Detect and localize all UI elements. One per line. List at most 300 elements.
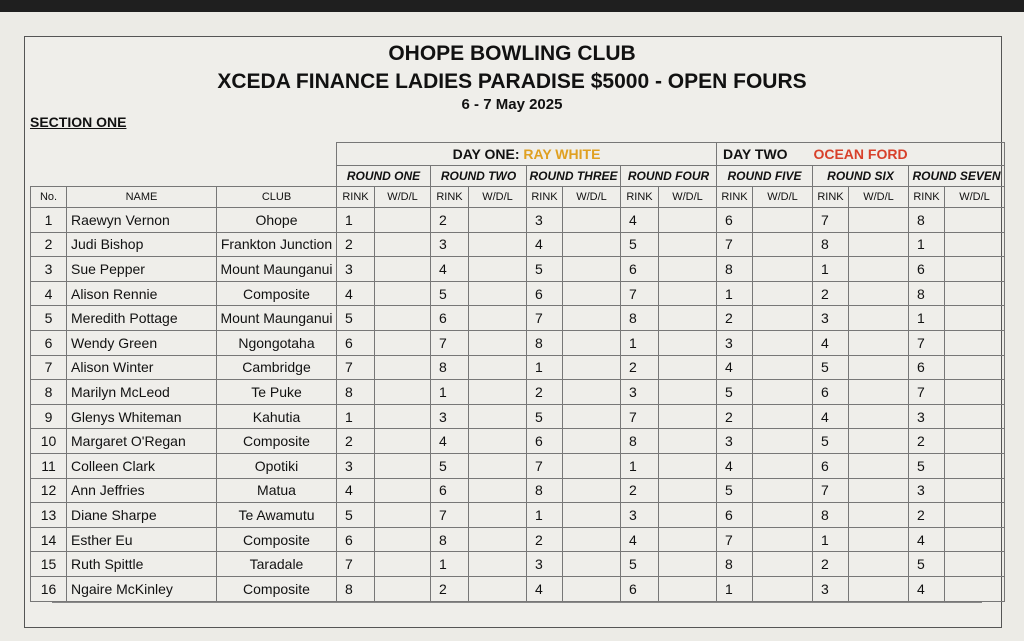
wdl-cell (563, 281, 621, 306)
wdl-cell (375, 330, 431, 355)
wdl-cell (469, 429, 527, 454)
rink-cell: 8 (337, 380, 375, 405)
wdl-cell (849, 355, 909, 380)
wdl-cell (753, 478, 813, 503)
rink-cell: 1 (621, 330, 659, 355)
player-club: Taradale (217, 552, 337, 577)
table-row (31, 208, 1005, 233)
col-rink-header: RINK (337, 187, 375, 208)
table-row (31, 380, 1005, 405)
wdl-cell (849, 257, 909, 282)
player-club: Composite (217, 527, 337, 552)
wdl-cell (375, 576, 431, 601)
rink-cell: 2 (909, 503, 945, 528)
player-club: Matua (217, 478, 337, 503)
rink-cell: 6 (717, 503, 753, 528)
player-number: 4 (31, 281, 67, 306)
rink-cell: 3 (337, 257, 375, 282)
rink-cell: 7 (717, 527, 753, 552)
rink-cell: 7 (909, 330, 945, 355)
rink-cell: 8 (717, 257, 753, 282)
rink-cell: 6 (431, 478, 469, 503)
wdl-cell (469, 355, 527, 380)
rink-cell: 1 (909, 306, 945, 331)
wdl-cell (659, 232, 717, 257)
player-name: Margaret O'Regan (67, 429, 217, 454)
wdl-cell (659, 527, 717, 552)
wdl-cell (945, 478, 1005, 503)
wdl-cell (563, 380, 621, 405)
rink-cell: 6 (527, 429, 563, 454)
rink-cell: 5 (337, 503, 375, 528)
wdl-cell (945, 576, 1005, 601)
wdl-cell (375, 208, 431, 233)
rink-cell: 1 (813, 257, 849, 282)
col-rink-header: RINK (717, 187, 753, 208)
table-row (31, 355, 1005, 380)
rink-cell: 4 (717, 355, 753, 380)
wdl-cell (375, 527, 431, 552)
wdl-cell (563, 576, 621, 601)
rink-cell: 7 (621, 404, 659, 429)
rink-cell: 5 (621, 552, 659, 577)
rink-cell: 8 (813, 232, 849, 257)
player-number: 14 (31, 527, 67, 552)
wdl-cell (469, 453, 527, 478)
wdl-cell (469, 208, 527, 233)
wdl-cell (659, 380, 717, 405)
rink-cell: 5 (527, 257, 563, 282)
wdl-cell (849, 478, 909, 503)
rink-cell: 5 (909, 453, 945, 478)
rink-cell: 7 (337, 355, 375, 380)
rink-cell: 8 (909, 281, 945, 306)
table-row (31, 306, 1005, 331)
wdl-cell (849, 232, 909, 257)
wdl-cell (945, 281, 1005, 306)
tournament-title: XCEDA FINANCE LADIES PARADISE $5000 - OPEN FOURS (217, 70, 807, 93)
wdl-cell (469, 257, 527, 282)
player-club: Opotiki (217, 453, 337, 478)
day-two-sponsor: OCEAN FORD (813, 146, 908, 162)
rink-cell: 2 (909, 429, 945, 454)
rink-cell: 2 (527, 527, 563, 552)
rink-cell: 3 (337, 453, 375, 478)
wdl-cell (849, 404, 909, 429)
rink-cell: 6 (909, 257, 945, 282)
player-name: Meredith Pottage (67, 306, 217, 331)
wdl-cell (849, 503, 909, 528)
wdl-cell (563, 355, 621, 380)
wdl-cell (563, 330, 621, 355)
rink-cell: 7 (431, 503, 469, 528)
rink-cell: 5 (909, 552, 945, 577)
rink-cell: 8 (909, 208, 945, 233)
table-row (31, 330, 1005, 355)
player-number: 9 (31, 404, 67, 429)
rink-cell: 7 (527, 453, 563, 478)
column-header-row (31, 187, 1005, 208)
rink-cell: 3 (431, 232, 469, 257)
rink-cell: 7 (337, 552, 375, 577)
wdl-cell (945, 306, 1005, 331)
rink-cell: 1 (717, 576, 753, 601)
player-name: Glenys Whiteman (67, 404, 217, 429)
wdl-cell (659, 281, 717, 306)
rink-cell: 4 (717, 453, 753, 478)
wdl-cell (375, 478, 431, 503)
wdl-cell (659, 552, 717, 577)
rink-cell: 2 (717, 404, 753, 429)
rink-cell: 4 (527, 232, 563, 257)
table-row (31, 453, 1005, 478)
rink-cell: 4 (621, 208, 659, 233)
wdl-cell (469, 281, 527, 306)
rink-cell: 4 (527, 576, 563, 601)
player-name: Alison Winter (67, 355, 217, 380)
rink-cell: 3 (813, 306, 849, 331)
wdl-cell (753, 380, 813, 405)
rink-cell: 3 (621, 380, 659, 405)
wdl-cell (945, 330, 1005, 355)
wdl-cell (945, 355, 1005, 380)
wdl-cell (945, 527, 1005, 552)
rink-cell: 4 (813, 330, 849, 355)
day-two-header (717, 143, 1005, 166)
rink-cell: 4 (431, 257, 469, 282)
wdl-cell (375, 232, 431, 257)
round-header: ROUND FOUR (621, 166, 717, 187)
rink-cell: 2 (431, 576, 469, 601)
wdl-cell (469, 478, 527, 503)
wdl-cell (563, 404, 621, 429)
day-header-row (31, 143, 1005, 166)
round-header: ROUND FIVE (717, 166, 813, 187)
table-row (31, 257, 1005, 282)
rink-cell: 2 (621, 478, 659, 503)
wdl-cell (375, 281, 431, 306)
rink-cell: 1 (813, 527, 849, 552)
rink-cell: 1 (431, 380, 469, 405)
wdl-cell (945, 208, 1005, 233)
rink-cell: 5 (621, 232, 659, 257)
wdl-cell (945, 429, 1005, 454)
tournament-dates: 6 - 7 May 2025 (461, 96, 563, 113)
wdl-cell (375, 429, 431, 454)
rink-cell: 8 (621, 306, 659, 331)
wdl-cell (849, 576, 909, 601)
wdl-cell (945, 453, 1005, 478)
player-name: Colleen Clark (67, 453, 217, 478)
player-name: Judi Bishop (67, 232, 217, 257)
round-header-row (31, 166, 1005, 187)
col-no-header: No. (31, 187, 67, 208)
wdl-cell (469, 404, 527, 429)
rink-cell: 5 (527, 404, 563, 429)
rink-cell: 8 (717, 552, 753, 577)
wdl-cell (659, 503, 717, 528)
player-club: Ohope (217, 208, 337, 233)
table-row (31, 478, 1005, 503)
wdl-cell (563, 208, 621, 233)
rink-cell: 4 (909, 576, 945, 601)
wdl-cell (659, 429, 717, 454)
wdl-cell (375, 306, 431, 331)
wdl-cell (849, 306, 909, 331)
wdl-cell (945, 404, 1005, 429)
rink-cell: 3 (431, 404, 469, 429)
wdl-cell (753, 527, 813, 552)
wdl-cell (753, 306, 813, 331)
rink-cell: 3 (527, 208, 563, 233)
wdl-cell (849, 552, 909, 577)
wdl-cell (469, 552, 527, 577)
section-heading: SECTION ONE (30, 114, 127, 130)
rink-cell: 8 (431, 355, 469, 380)
rink-cell: 6 (813, 380, 849, 405)
rink-cell: 2 (527, 380, 563, 405)
col-rink-header: RINK (527, 187, 563, 208)
wdl-cell (563, 503, 621, 528)
player-number: 12 (31, 478, 67, 503)
rink-cell: 2 (337, 429, 375, 454)
wdl-cell (563, 232, 621, 257)
player-number: 3 (31, 257, 67, 282)
wdl-cell (659, 478, 717, 503)
wdl-cell (945, 380, 1005, 405)
wdl-cell (753, 404, 813, 429)
table-row (31, 404, 1005, 429)
wdl-cell (469, 527, 527, 552)
wdl-cell (375, 355, 431, 380)
rink-cell: 4 (909, 527, 945, 552)
rink-cell: 6 (813, 453, 849, 478)
wdl-cell (753, 257, 813, 282)
col-club-header: CLUB (217, 187, 337, 208)
rink-cell: 1 (527, 503, 563, 528)
wdl-cell (753, 330, 813, 355)
rink-cell: 6 (621, 576, 659, 601)
wdl-cell (849, 330, 909, 355)
rink-cell: 2 (717, 306, 753, 331)
rink-cell: 6 (621, 257, 659, 282)
table-row (31, 429, 1005, 454)
col-wdl-header: W/D/L (659, 187, 717, 208)
rink-cell: 2 (337, 232, 375, 257)
rink-cell: 6 (527, 281, 563, 306)
wdl-cell (753, 552, 813, 577)
rink-cell: 7 (813, 478, 849, 503)
player-name: Esther Eu (67, 527, 217, 552)
rink-cell: 6 (337, 527, 375, 552)
table-row (31, 281, 1005, 306)
col-wdl-header: W/D/L (375, 187, 431, 208)
player-number: 1 (31, 208, 67, 233)
col-name-header: NAME (67, 187, 217, 208)
player-number: 10 (31, 429, 67, 454)
wdl-cell (849, 527, 909, 552)
wdl-cell (753, 232, 813, 257)
col-wdl-header: W/D/L (849, 187, 909, 208)
round-header: ROUND SEVEN (909, 166, 1005, 187)
player-name: Ngaire McKinley (67, 576, 217, 601)
player-number: 2 (31, 232, 67, 257)
rink-cell: 3 (909, 404, 945, 429)
wdl-cell (563, 478, 621, 503)
rink-cell: 3 (717, 330, 753, 355)
player-name: Ruth Spittle (67, 552, 217, 577)
rink-cell: 6 (337, 330, 375, 355)
wdl-cell (945, 503, 1005, 528)
rink-cell: 5 (813, 355, 849, 380)
wdl-cell (375, 453, 431, 478)
rink-cell: 4 (813, 404, 849, 429)
rink-cell: 6 (717, 208, 753, 233)
player-club: Te Puke (217, 380, 337, 405)
rink-cell: 1 (909, 232, 945, 257)
player-name: Raewyn Vernon (67, 208, 217, 233)
wdl-cell (375, 552, 431, 577)
wdl-cell (753, 429, 813, 454)
wdl-cell (469, 330, 527, 355)
player-name: Sue Pepper (67, 257, 217, 282)
player-club: Te Awamutu (217, 503, 337, 528)
col-rink-header: RINK (909, 187, 945, 208)
player-number: 16 (31, 576, 67, 601)
club-title: OHOPE BOWLING CLUB (388, 42, 636, 65)
col-wdl-header: W/D/L (469, 187, 527, 208)
col-rink-header: RINK (621, 187, 659, 208)
wdl-cell (753, 355, 813, 380)
rink-cell: 4 (337, 478, 375, 503)
table-row (31, 503, 1005, 528)
rink-cell: 1 (337, 404, 375, 429)
wdl-cell (659, 355, 717, 380)
wdl-cell (563, 306, 621, 331)
player-rows (31, 208, 1005, 602)
draw-table (30, 142, 1005, 602)
rink-cell: 5 (431, 281, 469, 306)
player-name: Alison Rennie (67, 281, 217, 306)
rink-cell: 7 (813, 208, 849, 233)
player-number: 5 (31, 306, 67, 331)
col-rink-header: RINK (431, 187, 469, 208)
wdl-cell (563, 453, 621, 478)
player-club: Composite (217, 429, 337, 454)
col-rink-header: RINK (813, 187, 849, 208)
wdl-cell (659, 453, 717, 478)
rink-cell: 7 (717, 232, 753, 257)
rink-cell: 7 (431, 330, 469, 355)
rink-cell: 1 (621, 453, 659, 478)
rink-cell: 2 (813, 281, 849, 306)
player-club: Frankton Junction (217, 232, 337, 257)
wdl-cell (469, 576, 527, 601)
table-row (31, 552, 1005, 577)
wdl-cell (469, 503, 527, 528)
table-row (31, 576, 1005, 601)
footer-gridline (52, 602, 982, 621)
wdl-cell (659, 208, 717, 233)
player-name: Wendy Green (67, 330, 217, 355)
rink-cell: 3 (813, 576, 849, 601)
rink-cell: 4 (621, 527, 659, 552)
col-wdl-header: W/D/L (563, 187, 621, 208)
player-number: 6 (31, 330, 67, 355)
rink-cell: 8 (813, 503, 849, 528)
rink-cell: 1 (337, 208, 375, 233)
wdl-cell (945, 257, 1005, 282)
col-wdl-header: W/D/L (753, 187, 813, 208)
wdl-cell (659, 404, 717, 429)
player-number: 13 (31, 503, 67, 528)
rink-cell: 5 (717, 380, 753, 405)
day-two-label: DAY TWO (723, 146, 788, 162)
rink-cell: 3 (717, 429, 753, 454)
wdl-cell (563, 429, 621, 454)
wdl-cell (659, 330, 717, 355)
wdl-cell (945, 552, 1005, 577)
rink-cell: 3 (909, 478, 945, 503)
wdl-cell (375, 503, 431, 528)
wdl-cell (753, 453, 813, 478)
wdl-cell (659, 257, 717, 282)
table-row (31, 232, 1005, 257)
rink-cell: 6 (431, 306, 469, 331)
player-name: Diane Sharpe (67, 503, 217, 528)
player-name: Marilyn McLeod (67, 380, 217, 405)
col-wdl-header: W/D/L (945, 187, 1005, 208)
day-one-sponsor: RAY WHITE (523, 146, 601, 162)
wdl-cell (753, 576, 813, 601)
player-number: 11 (31, 453, 67, 478)
rink-cell: 5 (337, 306, 375, 331)
wdl-cell (375, 404, 431, 429)
rink-cell: 8 (621, 429, 659, 454)
wdl-cell (849, 429, 909, 454)
rink-cell: 1 (717, 281, 753, 306)
rink-cell: 7 (527, 306, 563, 331)
wdl-cell (563, 552, 621, 577)
player-number: 8 (31, 380, 67, 405)
player-name: Ann Jeffries (67, 478, 217, 503)
rink-cell: 8 (527, 478, 563, 503)
player-club: Mount Maunganui (217, 306, 337, 331)
player-club: Ngongotaha (217, 330, 337, 355)
rink-cell: 7 (909, 380, 945, 405)
rink-cell: 4 (431, 429, 469, 454)
spreadsheet-page (0, 12, 1024, 641)
round-header: ROUND TWO (431, 166, 527, 187)
round-header: ROUND THREE (527, 166, 621, 187)
day-one-header (337, 143, 717, 166)
rink-cell: 8 (527, 330, 563, 355)
rink-cell: 5 (431, 453, 469, 478)
round-header: ROUND ONE (337, 166, 431, 187)
wdl-cell (849, 281, 909, 306)
wdl-cell (753, 281, 813, 306)
rink-cell: 1 (527, 355, 563, 380)
round-header: ROUND SIX (813, 166, 909, 187)
rink-cell: 8 (431, 527, 469, 552)
wdl-cell (849, 453, 909, 478)
wdl-cell (849, 208, 909, 233)
wdl-cell (753, 208, 813, 233)
rink-cell: 2 (431, 208, 469, 233)
wdl-cell (849, 380, 909, 405)
wdl-cell (563, 257, 621, 282)
rink-cell: 5 (813, 429, 849, 454)
